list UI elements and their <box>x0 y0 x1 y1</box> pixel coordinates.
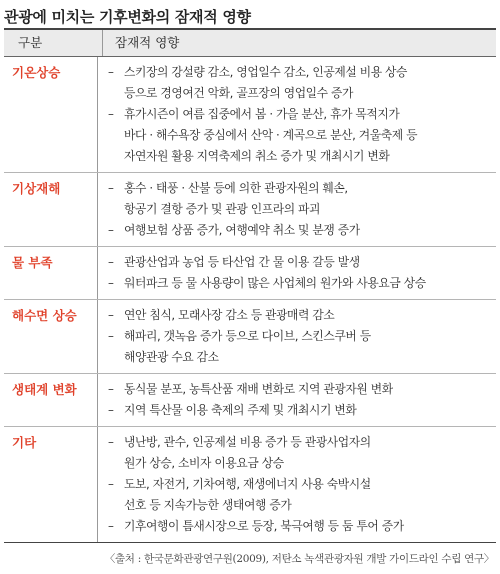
bullet-dash: – <box>108 435 114 449</box>
bullet-dash: – <box>108 308 114 322</box>
category-label: 생태계 변화 <box>4 374 98 426</box>
impact-list <box>98 57 496 172</box>
impact-line: 바다 · 해수욕장 중심에서 산악 · 계곡으로 분산, 겨울축제 등 <box>124 128 418 142</box>
impact-item <box>108 400 496 421</box>
impact-table <box>4 28 496 543</box>
category-label: 기온상승 <box>4 57 98 172</box>
impact-item <box>108 379 496 400</box>
bullet-dash: – <box>108 255 114 269</box>
impact-item <box>108 220 496 241</box>
impact-list <box>98 173 496 246</box>
bullet-dash: – <box>108 477 114 491</box>
impact-line: 스키장의 강설량 감소, 영업일수 감소, 인공제설 비용 상승 <box>124 65 408 79</box>
impact-line: 해파리, 갯녹음 증가 등으로 다이브, 스킨스쿠버 등 <box>124 329 371 343</box>
table-header <box>4 30 496 57</box>
bullet-dash: – <box>108 107 114 121</box>
impact-list <box>98 300 496 373</box>
category-label: 해수면 상승 <box>4 300 98 373</box>
category-label: 물 부족 <box>4 247 98 299</box>
table-row <box>4 57 496 173</box>
impact-line: 항공기 결항 증가 및 관광 인프라의 파괴 <box>124 202 321 216</box>
impact-item <box>108 474 496 516</box>
impact-line: 워터파크 등 물 사용량이 많은 사업체의 원가와 사용요금 상승 <box>124 276 426 290</box>
impact-line: 여행보험 상품 증가, 여행예약 취소 및 분쟁 증가 <box>124 223 360 237</box>
bullet-dash: – <box>108 382 114 396</box>
bullet-dash: – <box>108 223 114 237</box>
impact-item <box>108 104 496 167</box>
impact-line: 지역 특산물 이용 축제의 주제 및 개최시기 변화 <box>124 403 357 417</box>
bullet-dash: – <box>108 403 114 417</box>
impact-item <box>108 252 496 273</box>
bullet-dash: – <box>108 329 114 343</box>
impact-item <box>108 326 496 368</box>
impact-line: 휴가시즌이 여름 집중에서 봄 · 가을 분산, 휴가 목적지가 <box>124 107 400 121</box>
impact-line: 동식물 분포, 농특산품 재배 변화로 지역 관광자원 변화 <box>124 382 393 396</box>
table-row <box>4 247 496 300</box>
table-row <box>4 173 496 247</box>
impact-line: 연안 침식, 모래사장 감소 등 관광매력 감소 <box>124 308 335 322</box>
bullet-dash: – <box>108 276 114 290</box>
category-label: 기상재해 <box>4 173 98 246</box>
impact-item <box>108 305 496 326</box>
impact-line: 도보, 자전거, 기차여행, 재생에너지 사용 숙박시설 <box>124 477 371 491</box>
impact-item <box>108 178 496 220</box>
impact-item <box>108 432 496 474</box>
impact-line: 기후여행이 틈새시장으로 등장, 북극여행 등 둠 투어 증가 <box>124 519 404 533</box>
bullet-dash: – <box>108 181 114 195</box>
header-impact: 잠재적 영향 <box>115 35 180 50</box>
table-row <box>4 427 496 542</box>
impact-list <box>98 374 496 426</box>
table-row <box>4 300 496 374</box>
bullet-dash: – <box>108 65 114 79</box>
bullet-dash: – <box>108 519 114 533</box>
impact-line: 원가 상승, 소비자 이용요금 상승 <box>124 456 284 470</box>
impact-item <box>108 273 496 294</box>
impact-line: 냉난방, 관수, 인공제설 비용 증가 등 관광사업자의 <box>124 435 371 449</box>
table-body <box>4 57 496 542</box>
impact-list <box>98 247 496 299</box>
impact-item <box>108 62 496 104</box>
category-label: 기타 <box>4 427 98 542</box>
impact-line: 선호 등 지속가능한 생태여행 증가 <box>124 498 292 512</box>
table-row <box>4 374 496 427</box>
impact-list <box>98 427 496 542</box>
impact-line: 관광산업과 농업 등 타산업 간 물 이용 갈등 발생 <box>124 255 360 269</box>
header-category: 구분 <box>4 30 103 56</box>
impact-line: 홍수 · 태풍 · 산불 등에 의한 관광자원의 훼손, <box>124 181 348 195</box>
source-citation: 〈출처 : 한국문화관광연구원(2009), 저탄소 녹색관광자원 개발 가이드라인 수립 연구〉 <box>104 553 494 565</box>
impact-item <box>108 516 496 537</box>
impact-line: 등으로 경영여건 악화, 골프장의 영업일수 증가 <box>124 86 354 100</box>
impact-line: 해양관광 수요 감소 <box>124 350 219 364</box>
page-title: 관광에 미치는 기후변화의 잠재적 영향 <box>4 8 251 26</box>
impact-line: 자연자원 활용 지역축제의 취소 증가 및 개최시기 변화 <box>124 149 390 163</box>
